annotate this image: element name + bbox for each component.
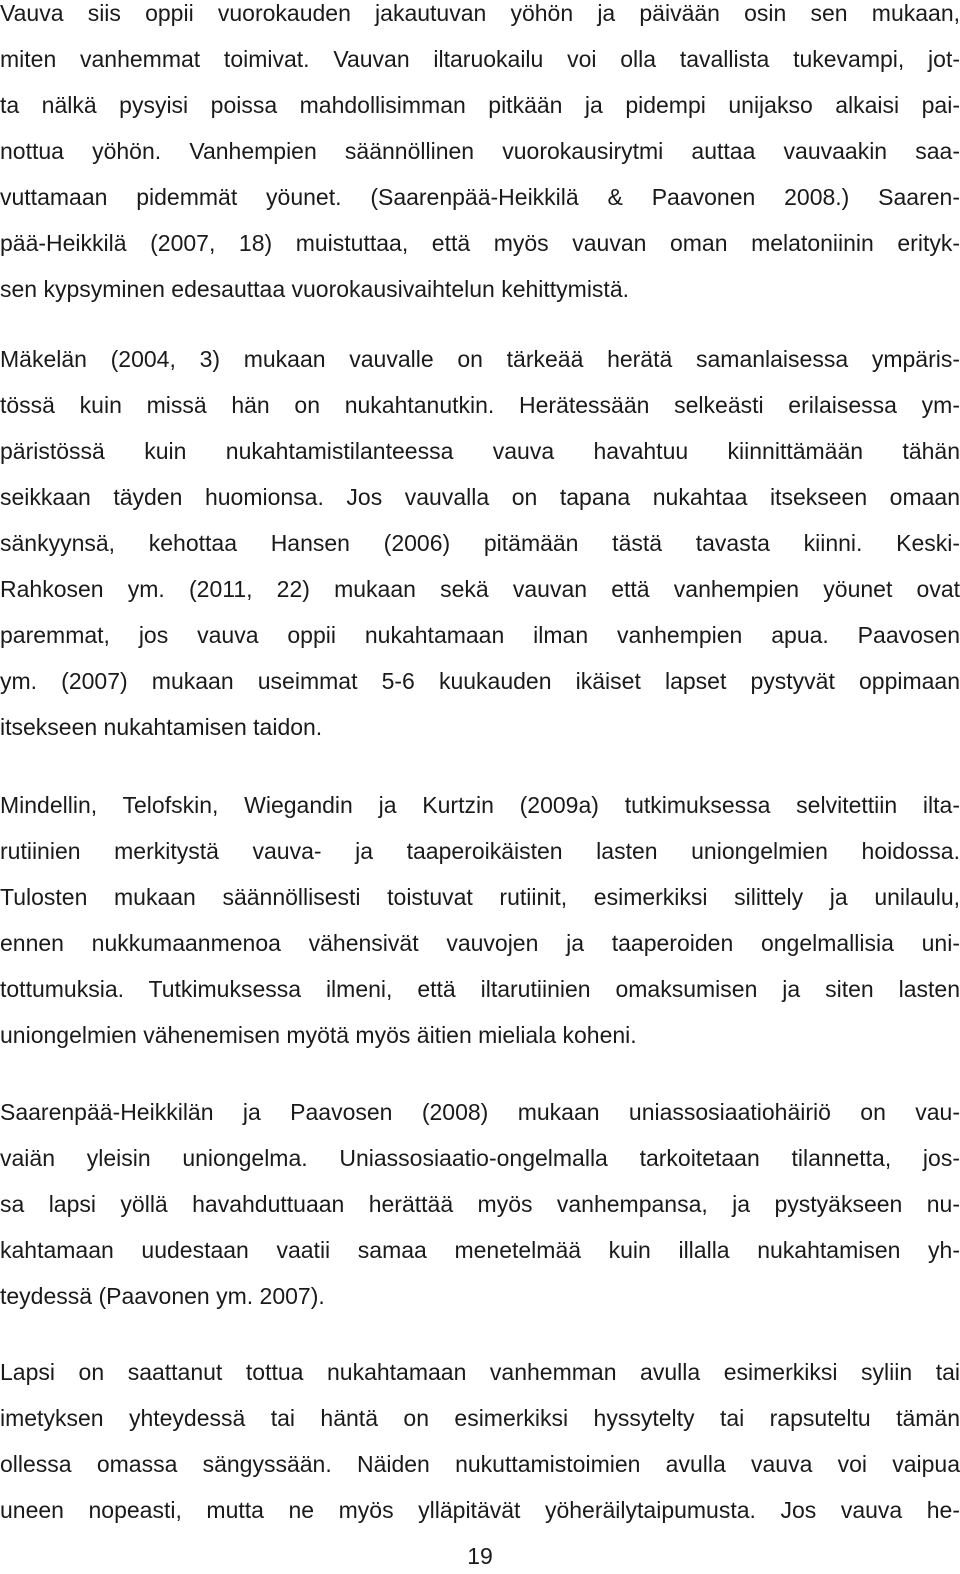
text-line: imetyksen yhteydessä tai häntä on esimerkiksi hyssytelty tai rapsuteltu tämän bbox=[0, 1405, 960, 1431]
text-line: päristössä kuin nukahtamistilanteessa vauva havahtuu kiinnittämään tähän bbox=[0, 438, 960, 464]
text-line: Lapsi on saattanut tottua nukahtamaan vanhemman avulla esimerkiksi syliin tai bbox=[0, 1359, 960, 1385]
text-line: ennen nukkumaanmenoa vähensivät vauvojen ja taaperoiden ongelmallisia uni- bbox=[0, 930, 960, 956]
text-line: Mäkelän (2004, 3) mukaan vauvalle on tärkeää herätä samanlaisessa ympäris- bbox=[0, 346, 960, 372]
text-line: pää-Heikkilä (2007, 18) muistuttaa, että myös vauvan oman melatoniinin erityk- bbox=[0, 230, 960, 256]
paragraph-4 bbox=[0, 1089, 960, 1319]
text-line: Rahkosen ym. (2011, 22) mukaan sekä vauvan että vanhempien yöunet ovat bbox=[0, 576, 960, 602]
text-line: ollessa omassa sängyssään. Näiden nukuttamistoimien avulla vauva voi vaipua bbox=[0, 1451, 960, 1477]
text-line: sen kypsyminen edesauttaa vuorokausivaihtelun kehittymistä. bbox=[0, 276, 630, 302]
text-line: sa lapsi yöllä havahduttuaan herättää myös vanhempansa, ja pystyäkseen nu- bbox=[0, 1191, 960, 1217]
paragraph-2 bbox=[0, 336, 960, 750]
text-line: Saarenpää-Heikkilän ja Paavosen (2008) mukaan uniassosiaatiohäiriö on vau- bbox=[0, 1099, 960, 1125]
paragraph-1 bbox=[0, 0, 960, 312]
text-line: seikkaan täyden huomionsa. Jos vauvalla on tapana nukahtaa itsekseen omaan bbox=[0, 484, 960, 510]
text-line: paremmat, jos vauva oppii nukahtamaan ilman vanhempien apua. Paavosen bbox=[0, 622, 960, 648]
text-line: Vauva siis oppii vuorokauden jakautuvan yöhön ja päivään osin sen mukaan, bbox=[0, 0, 960, 26]
text-line: ym. (2007) mukaan useimmat 5-6 kuukauden ikäiset lapset pystyvät oppimaan bbox=[0, 668, 960, 694]
text-line: vaiän yleisin uniongelma. Uniassosiaatio-ongelmalla tarkoitetaan tilannetta, jos- bbox=[0, 1145, 960, 1171]
paragraph-5 bbox=[0, 1349, 960, 1533]
page-number: 19 bbox=[467, 1543, 493, 1569]
paragraph-3 bbox=[0, 782, 960, 1058]
text-line: nottua yöhön. Vanhempien säännöllinen vuorokausirytmi auttaa vauvaakin saa- bbox=[0, 138, 960, 164]
text-line: tössä kuin missä hän on nukahtanutkin. Herätessään selkeästi erilaisessa ym- bbox=[0, 392, 960, 418]
text-line: uneen nopeasti, mutta ne myös ylläpitävät yöheräilytaipumusta. Jos vauva he- bbox=[0, 1497, 960, 1523]
text-line: uniongelmien vähenemisen myötä myös äitien mieliala koheni. bbox=[0, 1022, 637, 1048]
text-line: Mindellin, Telofskin, Wiegandin ja Kurtzin (2009a) tutkimuksessa selvitettiin ilta- bbox=[0, 792, 960, 818]
text-line: miten vanhemmat toimivat. Vauvan iltaruokailu voi olla tavallista tukevampi, jot- bbox=[0, 46, 960, 72]
text-line: sänkyynsä, kehottaa Hansen (2006) pitämään tästä tavasta kiinni. Keski- bbox=[0, 530, 960, 556]
text-line: ta nälkä pysyisi poissa mahdollisimman pitkään ja pidempi unijakso alkaisi pai- bbox=[0, 92, 960, 118]
text-line: tottumuksia. Tutkimuksessa ilmeni, että iltarutiinien omaksumisen ja siten lasten bbox=[0, 976, 960, 1002]
text-line: itsekseen nukahtamisen taidon. bbox=[0, 714, 323, 740]
text-line: vuttamaan pidemmät yöunet. (Saarenpää-Heikkilä & Paavonen 2008.) Saaren- bbox=[0, 184, 960, 210]
text-line: teydessä (Paavonen ym. 2007). bbox=[0, 1283, 325, 1309]
text-line: rutiinien merkitystä vauva- ja taaperoikäisten lasten uniongelmien hoidossa. bbox=[0, 838, 960, 864]
text-line: Tulosten mukaan säännöllisesti toistuvat rutiinit, esimerkiksi silittely ja unilaulu, bbox=[0, 884, 960, 910]
text-line: kahtamaan uudestaan vaatii samaa menetelmää kuin illalla nukahtamisen yh- bbox=[0, 1237, 960, 1263]
